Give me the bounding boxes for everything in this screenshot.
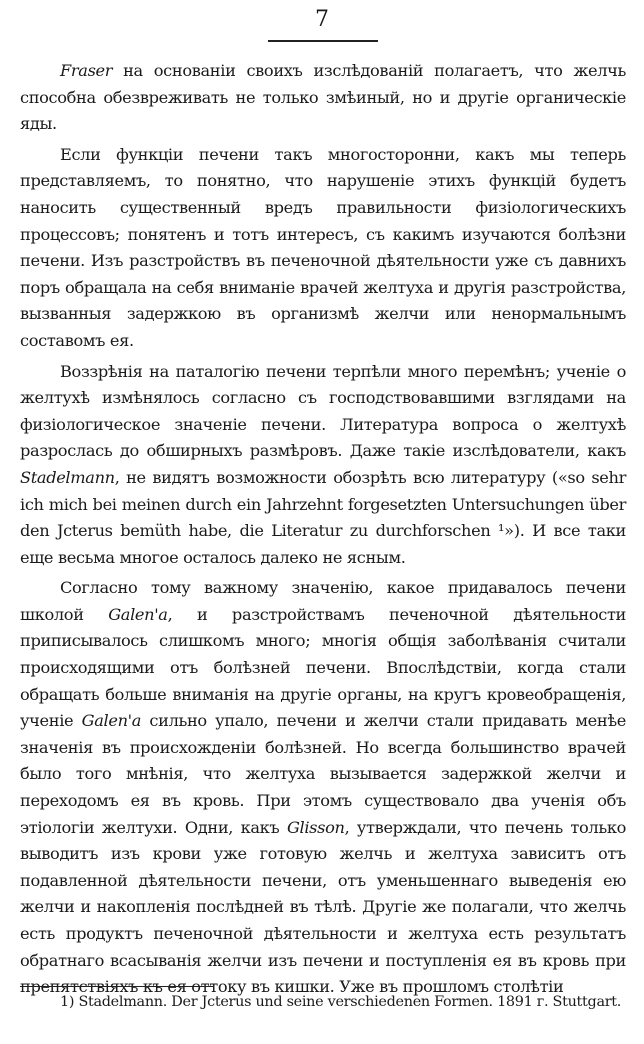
text-run: Если функціи печени такъ многосторонни, какъ мы теперь представляемъ, то понятно, что нарушеніе этихъ функцій будетъ наносить существенный вредъ правильности физіологическихъ процессовъ; понятенъ и тотъ интересъ, съ какимъ изучаются болѣзни печени. Изъ разстройствъ въ печеночной дѣятельности уже съ давнихъ поръ обращала на себя вниманіе врачей желтуха и другія разстройства, вызванныя задержкою въ организмѣ желчи или ненормальнымъ составомъ ея.	[20, 144, 626, 350]
paragraph	[20, 58, 626, 138]
footnote-rule	[20, 986, 214, 987]
header-rule	[268, 40, 378, 42]
italic-name: Fraser	[60, 61, 113, 80]
body-text	[20, 58, 626, 1001]
paragraph	[20, 142, 626, 355]
page-number: 7	[315, 7, 329, 32]
italic-name: Stadelmann	[20, 467, 115, 487]
paragraph	[20, 575, 626, 1001]
text-run: Согласно тому важному значенію, какое придавалось печени школой	[20, 578, 626, 624]
text-run: , утверждали, что печень только выводитъ изъ крови уже готовую желчь и желтуха зависитъ отъ подавленной дѣятельности печени, отъ уменьшеннаго выведенія ею желчи и накопленія послѣдней въ тѣлѣ. Другіе же полагали, что желчь есть продуктъ печеночной дѣятельности и желтуха есть результатъ обратнаго всасыванія желчи изъ печени и поступленія ея въ кровь при препятствіяхъ къ ея оттоку въ кишки. Уже въ прошломъ столѣтіи	[20, 817, 626, 997]
text-run: Воззрѣнія на паталогію печени терпѣли много перемѣнъ; ученіе о желтухѣ измѣнялось согласно съ господствовавшими взглядами на физіологическое значеніе печени. Литература вопроса о желтухѣ разрослась до обширныхъ размѣровъ. Даже такіе изслѣдователи, какъ	[20, 361, 626, 461]
italic-name: Glisson	[286, 817, 345, 837]
text-run: сильно упало, печени и желчи стали придавать менѣе значенія въ происхожденіи болѣзней. Но всегда большинство врачей было того мнѣнія, что желтуха вызывается задержкой желчи и переходомъ ея въ кровь. При этомъ существовало два ученія объ этіологіи желтухи. Одни, какъ	[20, 711, 626, 837]
italic-name: Galen'a	[81, 711, 142, 731]
footnote: 1) Stadelmann. Der Jcterus und seine verschiedenen Formen. 1891 г. Stuttgart.	[60, 994, 622, 1010]
text-run: , и разстройствамъ печеночной дѣятельности приписывалось слишкомъ много; многія общія заболѣванія считали происходящими отъ болѣзней печени. Впослѣдствіи, когда стали обращать больше вниманія на другіе органы, на кругъ кровеобращенія, ученіе	[20, 604, 626, 731]
italic-name: Galen'a	[108, 604, 168, 624]
paragraph	[20, 359, 626, 572]
text-run: на основаніи своихъ изслѣдованій полагаетъ, что желчь способна обезвреживать не только змѣиный, но и другіе органическіе яды.	[20, 61, 626, 134]
text-run: , не видятъ возможности обозрѣть всю литературу («so sehr ich mich bei meinen durch ein Jahrzehnt forgesetzten Untersuchungen über den Jcterus bemüth habe, die Literatur zu durchforschen ¹»). И все таки еще весьма многое осталось далеко не ясным.	[20, 467, 626, 567]
